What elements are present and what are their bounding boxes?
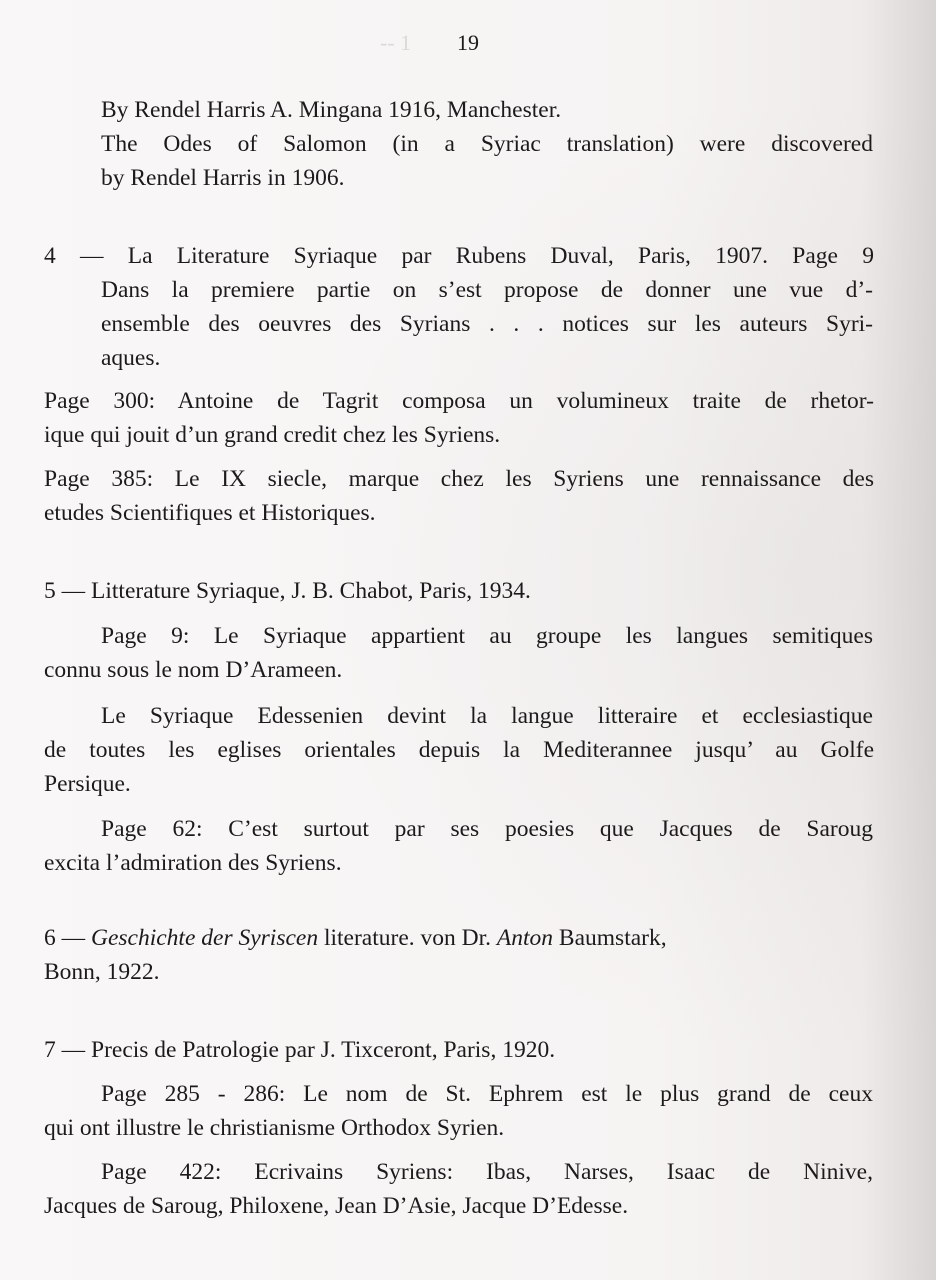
italic-title: Geschichte der Syriscen <box>91 925 319 951</box>
text-line: Persique. <box>44 771 131 797</box>
text-line <box>44 921 874 955</box>
text-line: Jacques de Saroug, Philoxene, Jean D’Asie, Jacque D’Edesse. <box>44 1193 629 1219</box>
italic-author-first-name: Anton <box>496 925 554 951</box>
text-line: 4 — La Literature Syriaque par Rubens Duval, Paris, 1907. Page 9 <box>44 243 874 269</box>
text-span: Baumstark, <box>553 925 667 951</box>
faint-show-through-mark: -- 1 <box>380 30 412 55</box>
text-line: Page 300: Antoine de Tagrit composa un volumineux traite de rhetor- <box>44 388 874 414</box>
text-line: Page 422: Ecrivains Syriens: Ibas, Narses, Isaac de Ninive, <box>101 1159 873 1185</box>
text-line: Page 62: C’est surtout par ses poesies que Jacques de Saroug <box>101 816 873 842</box>
text-span: 6 — <box>44 925 91 951</box>
text-line: de toutes les eglises orientales depuis la Mediterannee jusqu’ au Golfe <box>44 737 874 763</box>
text-line: Page 285 - 286: Le nom de St. Ephrem est le plus grand de ceux <box>101 1081 873 1107</box>
text-line: 7 — Precis de Patrologie par J. Tixceront, Paris, 1920. <box>44 1037 556 1063</box>
text-span: literature. von Dr. <box>318 925 497 951</box>
text-line: 5 — Litterature Syriaque, J. B. Chabot, Paris, 1934. <box>44 578 531 604</box>
text-line: connu sous le nom D’Arameen. <box>44 657 343 683</box>
text-line: aques. <box>101 345 161 371</box>
text-line: ensemble des oeuvres des Syrians . . . notices sur les auteurs Syri- <box>101 311 873 337</box>
text-line: By Rendel Harris A. Mingana 1916, Manchester. <box>101 97 562 123</box>
page-number: 19 <box>457 30 479 55</box>
text-line: excita l’admiration des Syriens. <box>44 850 342 876</box>
text-line: qui ont illustre le christianisme Orthodox Syrien. <box>44 1115 505 1141</box>
text-line: The Odes of Salomon (in a Syriac translation) were discovered <box>101 131 873 157</box>
text-line: Le Syriaque Edessenien devint la langue litteraire et ecclesiastique <box>101 703 873 729</box>
text-line: Page 385: Le IX siecle, marque chez les Syriens une rennaissance des <box>44 466 874 492</box>
text-line: Page 9: Le Syriaque appartient au groupe les langues semitiques <box>101 623 873 649</box>
text-line: etudes Scientifiques et Historiques. <box>44 500 376 526</box>
text-line: by Rendel Harris in 1906. <box>101 165 345 191</box>
text-line: Dans la premiere partie on s’est propose de donner une vue d’- <box>101 277 873 303</box>
text-line: Bonn, 1922. <box>44 959 160 985</box>
text-line: ique qui jouit d’un grand credit chez les Syriens. <box>44 422 501 448</box>
